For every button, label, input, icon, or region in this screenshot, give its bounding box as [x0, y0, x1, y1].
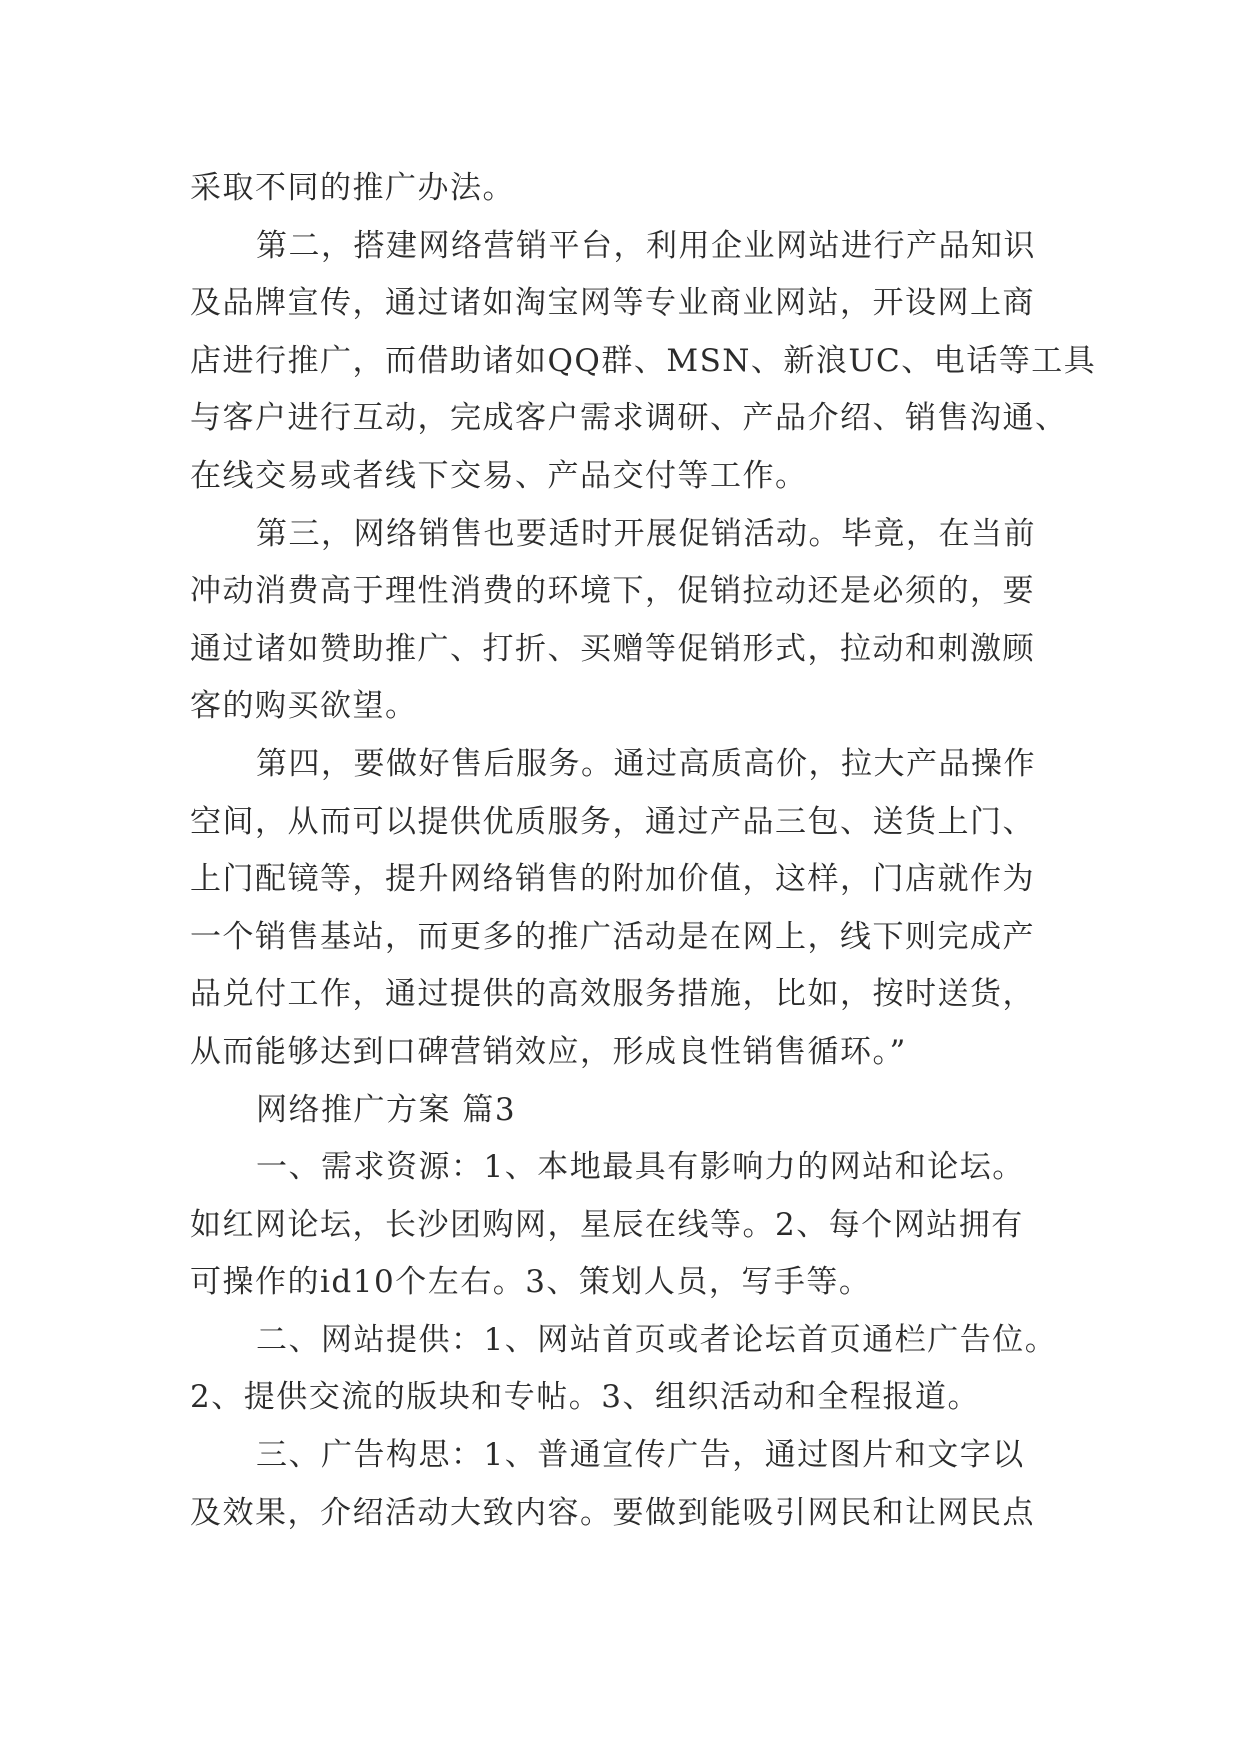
text-line: 及品牌宣传，通过诸如淘宝网等专业商业网站，开设网上商 [190, 285, 1035, 322]
paragraph-first-line: 第二，搭建网络营销平台，利用企业网站进行产品知识 [256, 227, 1036, 264]
text-line: 及效果，介绍活动大致内容。要做到能吸引网民和让网民点 [190, 1494, 1035, 1531]
text-line: 在线交易或者线下交易、产品交付等工作。 [190, 457, 808, 494]
text-line: 采取不同的推广办法。 [190, 170, 515, 206]
text-line: 客的购买欲望。 [190, 688, 418, 725]
paragraph-first-line: 第四，要做好售后服务。通过高质高价，拉大产品操作 [256, 745, 1036, 782]
text-line: 从而能够达到口碑营销效应，形成良性销售循环。” [190, 1033, 907, 1070]
paragraph-first-line: 一、需求资源：1、本地最具有影响力的网站和论坛。 [256, 1149, 1025, 1186]
text-line: 品兑付工作，通过提供的高效服务措施，比如，按时送货， [190, 976, 1035, 1013]
text-line: 通过诸如赞助推广、打折、买赠等促销形式，拉动和刺激顾 [190, 630, 1035, 667]
paragraph-first-line: 二、网站提供：1、网站首页或者论坛首页通栏广告位。 [256, 1321, 1058, 1358]
text-line: 2、提供交流的版块和专帖。3、组织活动和全程报道。 [190, 1379, 980, 1416]
paragraph-first-line: 三、广告构思：1、普通宣传广告，通过图片和文字以 [256, 1437, 1025, 1474]
paragraph-first-line: 第三，网络销售也要适时开展促销活动。毕竟，在当前 [256, 515, 1036, 552]
text-line: 冲动消费高于理性消费的环境下，促销拉动还是必须的，要 [190, 573, 1035, 610]
text-line: 与客户进行互动，完成客户需求调研、产品介绍、销售沟通、 [190, 400, 1068, 437]
text-line: 如红网论坛，长沙团购网，星辰在线等。2、每个网站拥有 [190, 1206, 1024, 1243]
text-line: 一个销售基站，而更多的推广活动是在网上，线下则完成产 [190, 918, 1035, 955]
text-line: 空间，从而可以提供优质服务，通过产品三包、送货上门、 [190, 803, 1035, 840]
text-line: 可操作的id10个左右。3、策划人员，写手等。 [190, 1264, 872, 1301]
section-heading: 网络推广方案 篇3 [256, 1091, 517, 1128]
text-line: 店进行推广，而借助诸如QQ群、MSN、新浪UC、电话等工具 [190, 342, 1097, 379]
document-body [190, 160, 1097, 1542]
text-line: 上门配镜等，提升网络销售的附加价值，这样，门店就作为 [190, 861, 1035, 898]
